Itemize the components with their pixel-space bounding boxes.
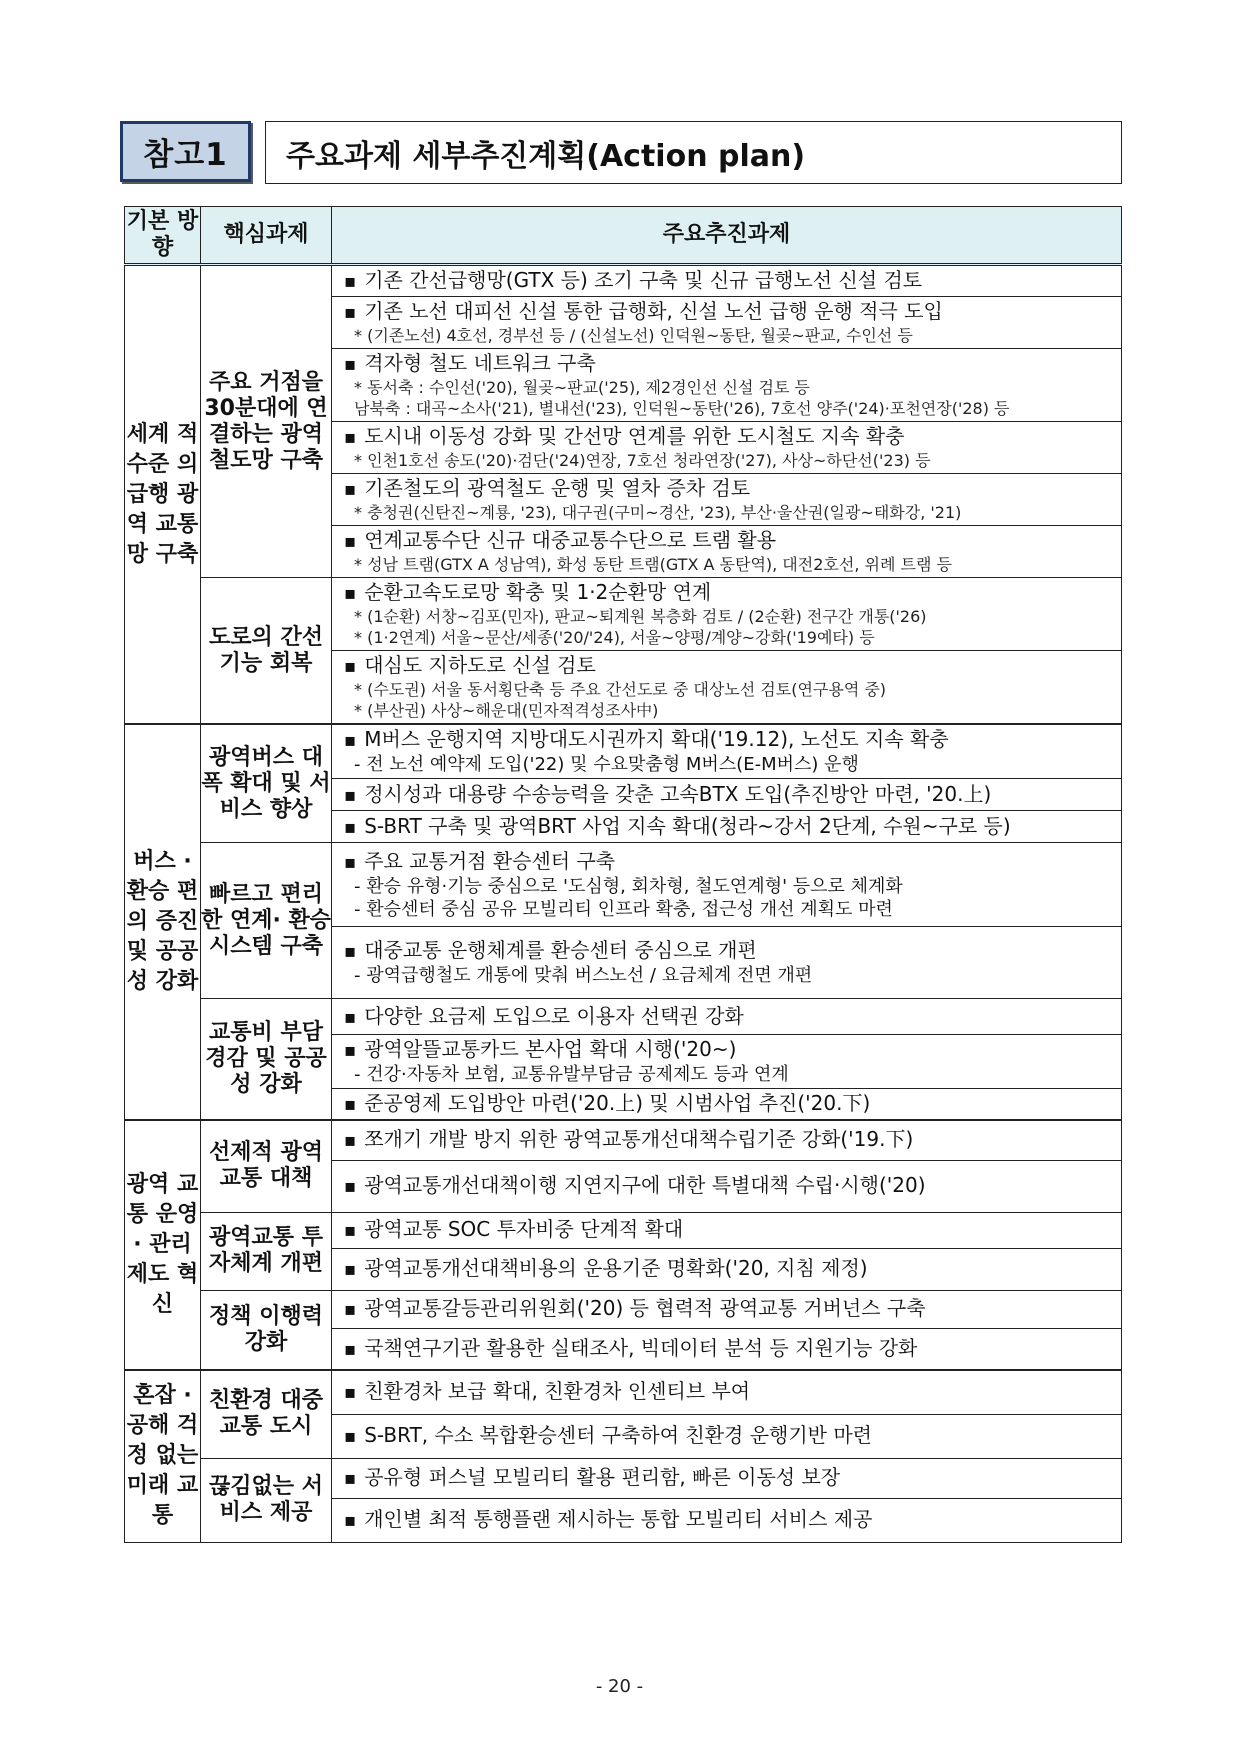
task-bullet-text: ▪ 광역교통개선대책비용의 운용기준 명확화('20, 지침 제정): [344, 1256, 1113, 1282]
main-task-cell: [332, 422, 1122, 474]
main-task-cell: [332, 1328, 1122, 1370]
task-detail-text: * 인천1호선 송도('20)·검단('24)연장, 7호선 청라연장('27), 사상~하단선('23) 등: [354, 451, 931, 470]
page-title: 주요과제 세부추진계획(Action plan): [265, 121, 1122, 184]
task-bullet-text: ▪ 개인별 최적 통행플랜 제시하는 통합 모빌리티 서비스 제공: [344, 1507, 1113, 1533]
task-bullet-text: ▪ 순환고속도로망 확충 및 1·2순환망 연계: [344, 580, 1113, 606]
table-row: [125, 265, 1122, 297]
main-task-cell: [332, 265, 1122, 297]
main-task-cell: [332, 811, 1122, 843]
main-task-cell: [332, 724, 1122, 779]
main-task-cell: [332, 843, 1122, 927]
page-number: - 20 -: [595, 1676, 644, 1697]
task-bullet-text: ▪ S-BRT 구축 및 광역BRT 사업 지속 확대(청라~강서 2단계, 수원~구로 등): [344, 814, 1113, 840]
task-bullet-text: ▪ 정시성과 대용량 수송능력을 갖춘 고속BTX 도입(추진방안 마련, '20.上): [344, 782, 1113, 808]
table-row: [125, 1120, 1122, 1160]
task-bullet-text: ▪ 기존 노선 대피선 신설 통한 급행화, 신설 노선 급행 운행 적극 도입: [344, 299, 1113, 325]
task-detail-text: * 동서축 : 수인선('20), 월곶~판교('25), 제2경인선 신설 검토 등: [354, 378, 810, 397]
task-bullet-text: ▪ 광역알뜰교통카드 본사업 확대 시행('20~): [344, 1037, 1113, 1063]
core-task-cell: 빠르고 편리한 연계· 환승 시스템 구축: [201, 843, 332, 999]
header-core-task: 핵심과제: [201, 207, 332, 265]
main-task-cell: [332, 1120, 1122, 1160]
main-task-cell: [332, 1498, 1122, 1542]
task-detail-text: - 광역급행철도 개통에 맞춰 버스노선 / 요금체계 전면 개편: [354, 965, 813, 986]
task-detail-text: * (1·2연계) 서울~문산/세종('20/'24), 서울~양평/계양~강화('19예타) 등: [354, 628, 875, 647]
core-task-cell: 친환경 대중교통 도시: [201, 1370, 332, 1458]
basic-direction-cell: 광역 교통 운영 · 관리 제도 혁신: [125, 1120, 201, 1370]
core-task-cell: 정책 이행력 강화: [201, 1290, 332, 1370]
task-bullet-text: ▪ S-BRT, 수소 복합환승센터 구축하여 친환경 운행기반 마련: [344, 1423, 1113, 1449]
task-bullet-text: ▪ 준공영제 도입방안 마련('20.上) 및 시범사업 추진('20.下): [344, 1091, 1113, 1117]
task-bullet-text: ▪ 대중교통 운행체계를 환승센터 중심으로 개편: [344, 938, 1113, 964]
task-bullet-text: ▪ 친환경차 보급 확대, 친환경차 인센티브 부여: [344, 1379, 1113, 1405]
task-bullet-text: ▪ 기존 간선급행망(GTX 등) 조기 구축 및 신규 급행노선 신설 검토: [344, 268, 1113, 294]
task-bullet-text: ▪ 광역교통갈등관리위원회('20) 등 협력적 광역교통 거버넌스 구축: [344, 1296, 1113, 1322]
core-task-cell: 광역버스 대폭 확대 및 서비스 향상: [201, 724, 332, 843]
header-main-tasks: 주요추진과제: [332, 207, 1122, 265]
core-task-cell: 선제적 광역교통 대책: [201, 1120, 332, 1212]
task-bullet-text: ▪ 다양한 요금제 도입으로 이용자 선택권 강화: [344, 1004, 1113, 1030]
table-row: [125, 724, 1122, 779]
task-bullet-text: ▪ 광역교통개선대책이행 지연지구에 대한 특별대책 수립·시행('20): [344, 1173, 1113, 1199]
basic-direction-cell: 혼잡 ·공해 걱정 없는 미래 교통: [125, 1370, 201, 1542]
task-bullet-text: ▪ 광역교통 SOC 투자비중 단계적 확대: [344, 1217, 1113, 1243]
table-row: [125, 578, 1122, 651]
task-bullet-text: ▪ 쪼개기 개발 방지 위한 광역교통개선대책수립기준 강화('19.下): [344, 1127, 1113, 1153]
main-task-cell: [332, 999, 1122, 1035]
task-detail-text: 남북축 : 대곡~소사('21), 별내선('23), 인덕원~동탄('26), 7호선 양주('24)·포천연장('28) 등: [354, 399, 1010, 418]
basic-direction-cell: 버스 ·환승 편의 증진 및 공공 성 강화: [125, 724, 201, 1120]
core-task-cell: 도로의 간선기능 회복: [201, 578, 332, 725]
main-task-cell: [332, 1035, 1122, 1089]
main-task-cell: [332, 297, 1122, 349]
main-task-cell: [332, 1290, 1122, 1328]
task-bullet-text: ▪ 기존철도의 광역철도 운행 및 열차 증차 검토: [344, 476, 1113, 502]
table-row: [125, 999, 1122, 1035]
main-task-cell: [332, 1370, 1122, 1414]
core-task-cell: 광역교통 투자체계 개편: [201, 1212, 332, 1290]
action-plan-table: [124, 206, 1122, 1543]
main-task-cell: [332, 349, 1122, 422]
task-detail-text: - 환승 유형·기능 중심으로 '도심형, 회차형, 철도연계형' 등으로 체계화: [354, 875, 903, 897]
core-task-cell: 주요 거점을 30분대에 연결하는 광역 철도망 구축: [201, 265, 332, 578]
basic-direction-cell: 세계 적 수준 의 급행 광역 교통 망 구축: [125, 265, 201, 725]
main-task-cell: [332, 927, 1122, 999]
main-task-cell: [332, 1212, 1122, 1248]
main-task-cell: [332, 1248, 1122, 1290]
task-bullet-text: ▪ 공유형 퍼스널 모빌리티 활용 편리함, 빠른 이동성 보장: [344, 1465, 1113, 1491]
main-task-cell: [332, 1089, 1122, 1121]
main-task-cell: [332, 1414, 1122, 1458]
task-detail-text: * (수도권) 서울 동서횡단축 등 주요 간선도로 중 대상노선 검토(연구용역 중): [354, 680, 887, 699]
main-task-cell: [332, 779, 1122, 811]
task-bullet-text: ▪ 도시내 이동성 강화 및 간선망 연계를 위한 도시철도 지속 확충: [344, 424, 1113, 450]
task-bullet-text: ▪ M버스 운행지역 지방대도시권까지 확대('19.12), 노선도 지속 확충: [344, 727, 1113, 753]
task-detail-text: * 성남 트램(GTX A 성남역), 화성 동탄 트램(GTX A 동탄역), 대전2호선, 위례 트램 등: [354, 555, 952, 574]
table-row: [125, 1458, 1122, 1498]
header: [120, 121, 1122, 184]
core-task-cell: 교통비 부담 경감 및 공공성 강화: [201, 999, 332, 1121]
main-task-cell: [332, 578, 1122, 651]
task-bullet-text: ▪ 국책연구기관 활용한 실태조사, 빅데이터 분석 등 지원기능 강화: [344, 1336, 1113, 1362]
main-task-cell: [332, 526, 1122, 578]
task-detail-text: - 전 노선 예약제 도입('22) 및 수요맞춤형 M버스(E-M버스) 운행: [354, 754, 859, 775]
task-bullet-text: ▪ 대심도 지하도로 신설 검토: [344, 653, 1113, 679]
main-task-cell: [332, 474, 1122, 526]
table-row: [125, 1212, 1122, 1248]
table-header-row: [125, 207, 1122, 265]
task-detail-text: - 건강·자동차 보험, 교통유발부담금 공제제도 등과 연계: [354, 1064, 789, 1085]
core-task-cell: 끊김없는 서비스 제공: [201, 1458, 332, 1542]
task-bullet-text: ▪ 주요 교통거점 환승센터 구축: [344, 849, 1113, 875]
task-detail-text: - 환승센터 중심 공유 모빌리티 인프라 확충, 접근성 개선 계획도 마련: [354, 898, 893, 920]
main-task-cell: [332, 1458, 1122, 1498]
main-task-cell: [332, 651, 1122, 725]
main-task-cell: [332, 1160, 1122, 1212]
table-row: [125, 1370, 1122, 1414]
table-row: [125, 1290, 1122, 1328]
task-detail-text: * (부산권) 사상~해운대(민자적격성조사中): [354, 701, 659, 720]
reference-label: 참고1: [120, 121, 251, 182]
table-row: [125, 843, 1122, 927]
header-direction: 기본 방향: [125, 207, 201, 265]
task-detail-text: * (기존노선) 4호선, 경부선 등 / (신설노선) 인덕원~동탄, 월곶~판교, 수인선 등: [354, 326, 913, 345]
task-detail-text: * 충청권(신탄진~계룡, '23), 대구권(구미~경산, '23), 부산·울산권(일광~태화강, '21): [354, 503, 962, 522]
task-detail-text: * (1순환) 서창~김포(민자), 판교~퇴계원 복층화 검토 / (2순환) 전구간 개통('26): [354, 607, 927, 626]
task-bullet-text: ▪ 연계교통수단 신규 대중교통수단으로 트램 활용: [344, 528, 1113, 554]
task-bullet-text: ▪ 격자형 철도 네트워크 구축: [344, 351, 1113, 377]
